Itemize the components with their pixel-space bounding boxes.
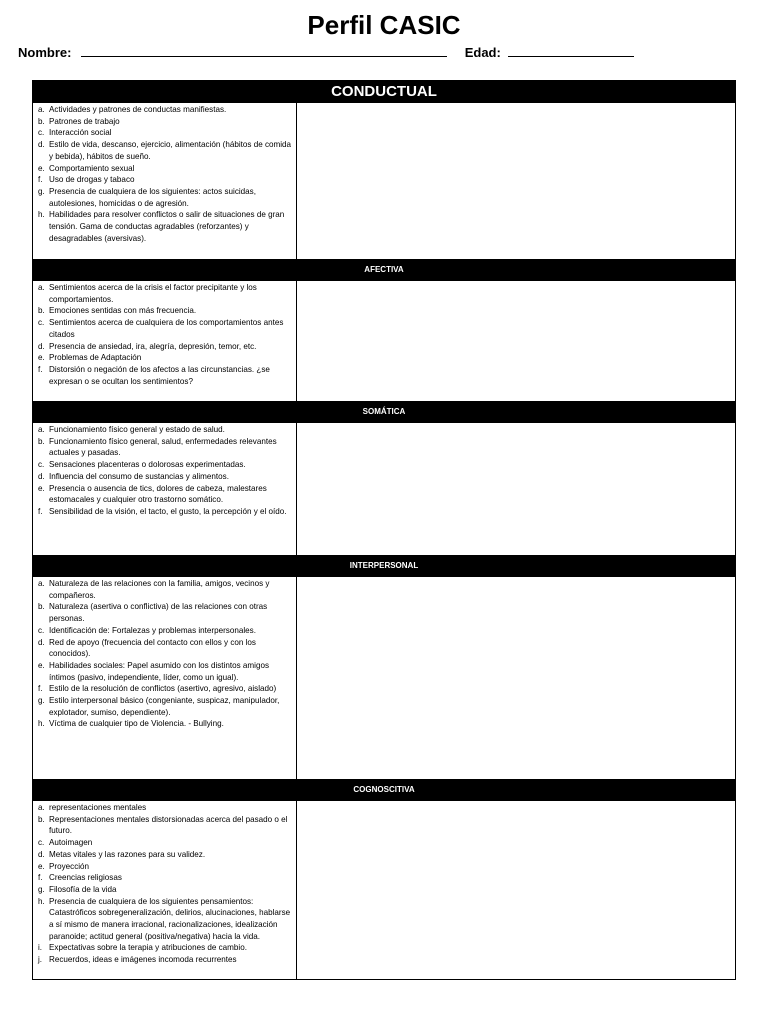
item-text: Representaciones mentales distorsionadas acerca del pasado o el futuro. xyxy=(49,814,288,836)
item-letter: a. xyxy=(38,803,45,812)
item-letter: j. xyxy=(38,955,43,965)
item-letter: f. xyxy=(38,175,43,185)
section-items-cognoscitiva xyxy=(33,801,297,979)
list-item xyxy=(38,861,293,873)
name-field[interactable] xyxy=(81,44,447,57)
item-text: Problemas de Adaptación xyxy=(49,353,142,363)
list-item xyxy=(38,849,293,861)
item-text: Comportamiento sexual xyxy=(49,163,135,173)
list-item xyxy=(38,436,293,459)
item-letter: g. xyxy=(38,884,45,894)
section-heading-afectiva: AFECTIVA xyxy=(33,259,735,281)
item-letter: e. xyxy=(38,660,45,670)
item-letter: a. xyxy=(38,425,45,434)
list-item xyxy=(38,317,293,340)
item-text: Estilo de vida, descanso, ejercicio, alimentación (hábitos de comida y bebida), hábitos de sueño. xyxy=(49,140,292,161)
item-text: Habilidades para resolver conflictos o salir de situaciones de gran tensión. Gama de conductas agradables (reforzantes) y desagradables (aversivas). xyxy=(49,210,285,243)
list-item xyxy=(38,364,293,387)
item-text: Distorsión o negación de los afectos a las circunstancias. ¿se expresan o se ocultan los sentimientos? xyxy=(49,364,270,386)
section-items-conductual xyxy=(33,103,297,259)
item-letter: h. xyxy=(38,210,45,220)
item-letter: c. xyxy=(38,460,45,470)
list-item xyxy=(38,506,293,518)
item-letter: g. xyxy=(38,186,45,196)
item-letter: c. xyxy=(38,625,45,635)
item-text: Filosofía de la vida xyxy=(49,884,117,894)
item-letter: b. xyxy=(38,814,45,824)
list-item xyxy=(38,802,293,814)
item-text: Recuerdos, ideas e imágenes incomoda recurrentes xyxy=(49,955,237,965)
item-text: Funcionamiento físico general y estado de salud. xyxy=(49,425,225,434)
header-fields xyxy=(18,44,634,61)
list-item xyxy=(38,637,293,660)
item-text: Sensaciones placenteras o dolorosas experimentadas. xyxy=(49,460,246,470)
item-text: Identificación de: Fortalezas y problemas interpersonales. xyxy=(49,625,256,635)
item-letter: g. xyxy=(38,696,45,706)
item-text: Metas vitales y las razones para su validez. xyxy=(49,849,206,859)
list-item xyxy=(38,483,293,506)
list-item xyxy=(38,104,293,116)
list-item xyxy=(38,163,293,175)
item-text: Naturaleza (asertiva o conflictiva) de las relaciones con otras personas. xyxy=(49,602,268,624)
age-field[interactable] xyxy=(508,44,634,57)
item-letter: e. xyxy=(38,483,45,493)
list-item xyxy=(38,282,293,305)
name-label: Nombre: xyxy=(18,45,72,60)
section-heading-somatica: SOMÁTICA xyxy=(33,401,735,423)
item-text: Sentimientos acerca de la crisis el factor precipitante y los comportamientos. xyxy=(49,283,257,304)
page-title: Perfil CASIC xyxy=(307,10,461,40)
item-text: Habilidades sociales: Papel asumido con los distintos amigos íntimos (pasivo, independiente, líder, como un igual). xyxy=(49,660,269,682)
item-text: Estilo de la resolución de conflictos (asertivo, agresivo, aislado) xyxy=(49,684,277,694)
item-letter: h. xyxy=(38,896,45,906)
list-item xyxy=(38,718,293,730)
age-label: Edad: xyxy=(464,45,501,60)
item-letter: a. xyxy=(38,105,45,114)
list-item xyxy=(38,116,293,128)
item-letter: d. xyxy=(38,341,45,351)
list-item xyxy=(38,341,293,353)
list-item xyxy=(38,601,293,624)
item-letter: e. xyxy=(38,163,45,173)
item-text: Estilo interpersonal básico (congeniante, suspicaz, manipulador, explotador, sumiso, dependiente). xyxy=(49,696,280,717)
item-letter: d. xyxy=(38,140,45,150)
item-text: Influencia del consumo de sustancias y alimentos. xyxy=(49,471,229,481)
item-text: Emociones sentidas con más frecuencia. xyxy=(49,306,197,316)
list-item xyxy=(38,139,293,162)
item-text: Funcionamiento físico general, salud, enfermedades relevantes actuales y pasadas. xyxy=(49,436,277,458)
list-item xyxy=(38,127,293,139)
list-item xyxy=(38,872,293,884)
list-item xyxy=(38,186,293,209)
section-heading-conductual: CONDUCTUAL xyxy=(33,81,735,103)
list-item xyxy=(38,352,293,364)
item-letter: f. xyxy=(38,364,43,374)
item-letter: c. xyxy=(38,838,45,848)
item-letter: b. xyxy=(38,436,45,446)
list-item xyxy=(38,884,293,896)
item-text: Actividades y patrones de conductas manifiestas. xyxy=(49,105,227,114)
item-letter: b. xyxy=(38,602,45,612)
item-text: Presencia de cualquiera de los siguientes pensamientos: Catastróficos sobregeneralización, delirios, alucinaciones, hablarse a sí mismo de manera irracional, racionalizaciones, idealización paranoide; actitud general (positiva/negativa) hacia la vida. xyxy=(49,896,291,941)
list-item xyxy=(38,954,293,966)
item-text: Patrones de trabajo xyxy=(49,116,120,126)
item-text: Autoimagen xyxy=(49,838,93,848)
item-letter: c. xyxy=(38,318,45,328)
list-item xyxy=(38,578,293,601)
item-text: Interacción social xyxy=(49,128,112,138)
item-letter: h. xyxy=(38,719,45,729)
section-heading-interpersonal: INTERPERSONAL xyxy=(33,555,735,577)
list-item xyxy=(38,174,293,186)
list-item xyxy=(38,896,293,943)
item-letter: f. xyxy=(38,873,43,883)
item-text: Red de apoyo (frecuencia del contacto con ellos y con los conocidos). xyxy=(49,637,256,659)
item-text: Naturaleza de las relaciones con la familia, amigos, vecinos y compañeros. xyxy=(49,579,270,600)
item-text: representaciones mentales xyxy=(49,803,147,812)
item-letter: a. xyxy=(38,283,45,292)
item-text: Uso de drogas y tabaco xyxy=(49,175,135,185)
list-item xyxy=(38,683,293,695)
list-item xyxy=(38,814,293,837)
item-letter: a. xyxy=(38,579,45,588)
profile-table xyxy=(32,80,736,980)
list-item xyxy=(38,695,293,718)
list-item xyxy=(38,424,293,436)
list-item xyxy=(38,837,293,849)
item-letter: b. xyxy=(38,116,45,126)
section-items-somatica xyxy=(33,423,297,555)
list-item xyxy=(38,209,293,244)
list-item xyxy=(38,305,293,317)
list-item xyxy=(38,625,293,637)
item-text: Creencias religiosas xyxy=(49,873,122,883)
list-item xyxy=(38,459,293,471)
section-items-afectiva xyxy=(33,281,297,401)
item-letter: f. xyxy=(38,684,43,694)
item-text: Sentimientos acerca de cualquiera de los comportamientos antes citados xyxy=(49,318,284,339)
item-text: Presencia de cualquiera de los siguientes: actos suicidas, autolesiones, homicidas o de agresión. xyxy=(49,186,256,208)
section-items-interpersonal xyxy=(33,577,297,779)
list-item xyxy=(38,942,293,954)
item-letter: i. xyxy=(38,943,43,953)
item-text: Expectativas sobre la terapia y atribuciones de cambio. xyxy=(49,943,247,953)
section-heading-cognoscitiva: COGNOSCITIVA xyxy=(33,779,735,801)
item-letter: d. xyxy=(38,637,45,647)
item-text: Proyección xyxy=(49,861,90,871)
item-letter: d. xyxy=(38,849,45,859)
item-letter: e. xyxy=(38,353,45,363)
item-text: Sensibilidad de la visión, el tacto, el gusto, la percepción y el oído. xyxy=(49,506,287,516)
item-letter: e. xyxy=(38,861,45,871)
item-letter: c. xyxy=(38,128,45,138)
list-item xyxy=(38,660,293,683)
item-letter: d. xyxy=(38,471,45,481)
list-item xyxy=(38,471,293,483)
item-letter: b. xyxy=(38,306,45,316)
item-letter: f. xyxy=(38,506,43,516)
item-text: Víctima de cualquier tipo de Violencia. - Bullying. xyxy=(49,719,224,729)
item-text: Presencia de ansiedad, ira, alegría, depresión, temor, etc. xyxy=(49,341,257,351)
item-text: Presencia o ausencia de tics, dolores de cabeza, malestares estomacales y cualquier otro trastorno somático. xyxy=(49,483,267,505)
